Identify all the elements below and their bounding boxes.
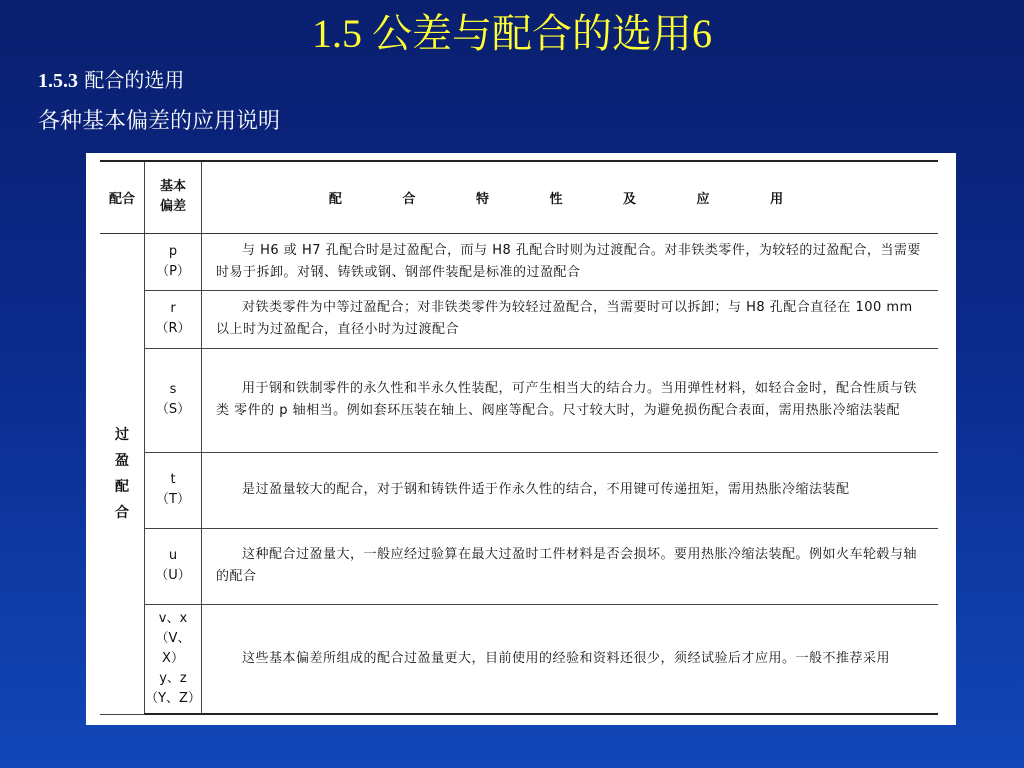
section-title: 配合的选用 <box>84 68 185 92</box>
desc-text: 对铁类零件为中等过盈配合；对非铁类零件为较轻过盈配合，当需要时可以拆卸；与 H8 孔配合直径在 100 mm 以上时为过盈配合，直径小时为过渡配合 <box>216 300 913 337</box>
slide-title: 1.5 公差与配合的选用6 <box>312 11 712 56</box>
code-upper: （Y、Z） <box>145 690 201 706</box>
desc-text: 用于钢和铁制零件的永久性和半永久性装配，可产生相当大的结合力。当用弹性材料，如轻合金时，配合性质与铁类 零件的 p 轴相当。例如套环压装在轴上、阀座等配合。尺寸较大时，为避免损伤配合表面，需用热胀冷缩法装配 <box>216 381 918 418</box>
deviation-code <box>145 290 202 348</box>
deviation-code <box>145 452 202 528</box>
header-deviation-line1: 基本 <box>159 179 186 195</box>
code-lower: r <box>170 301 176 316</box>
group-char: 盈 <box>115 452 129 469</box>
table-row <box>100 604 938 714</box>
fit-description <box>202 452 939 528</box>
code-upper: （S） <box>155 402 191 417</box>
desc-text: 这些基本偏差所组成的配合过盈量更大，目前使用的经验和资料还很少，须经试验后才应用。一般不推荐采用 <box>242 650 891 666</box>
table-row <box>100 290 938 348</box>
desc-text: 与 H6 或 H7 孔配合时是过盈配合，而与 H8 孔配合时则为过渡配合。对非铁类零件，为较轻的过盈配合，当需要时易于拆卸。对钢、铸铁或钢、钢部件装配是标准的过盈配合 <box>216 242 921 280</box>
table-row <box>100 452 938 528</box>
section-heading <box>38 66 184 95</box>
table-header-row <box>100 161 938 233</box>
fit-description <box>202 290 939 348</box>
table-row <box>100 233 938 290</box>
table-caption: 各种基本偏差的应用说明 <box>38 109 281 134</box>
table-row <box>100 528 938 604</box>
section-number: 1.5.3 <box>38 70 78 92</box>
group-char: 过 <box>115 426 129 443</box>
table-row <box>100 348 938 452</box>
fit-table <box>100 160 938 715</box>
header-characteristics: 配 合 特 性 及 应 用 <box>202 161 939 233</box>
code-upper: （U） <box>155 568 191 583</box>
header-fit: 配合 <box>100 161 145 233</box>
group-char: 配 <box>115 478 129 495</box>
fit-description <box>202 348 939 452</box>
table-image-panel <box>86 153 956 725</box>
code-lower: u <box>168 548 178 563</box>
group-interference-fit <box>100 233 145 714</box>
code-lower: t <box>170 472 176 487</box>
header-deviation <box>145 161 202 233</box>
code-upper: （V、X） <box>155 630 191 666</box>
fit-description <box>202 604 939 714</box>
group-char: 合 <box>115 504 129 521</box>
fit-description <box>202 233 939 290</box>
desc-text: 这种配合过盈量大，一般应经过验算在最大过盈时工件材料是否会损坏。要用热胀冷缩法装配。例如火车轮毂与轴的配合 <box>216 547 918 584</box>
code-upper: （P） <box>156 263 190 279</box>
deviation-code <box>145 233 202 290</box>
code-upper: （T） <box>156 492 190 507</box>
deviation-code <box>145 528 202 604</box>
code-lower: v、x <box>158 610 188 626</box>
code-lower: s <box>169 382 177 397</box>
code-lower: y、z <box>159 670 187 686</box>
code-upper: （R） <box>155 321 191 336</box>
code-lower: p <box>168 243 178 259</box>
deviation-code <box>145 348 202 452</box>
deviation-code <box>145 604 202 714</box>
desc-text: 是过盈量较大的配合，对于钢和铸铁件适于作永久性的结合，不用键可传递扭矩，需用热胀冷缩法装配 <box>242 482 850 497</box>
header-deviation-line2: 偏差 <box>159 199 186 215</box>
fit-description <box>202 528 939 604</box>
